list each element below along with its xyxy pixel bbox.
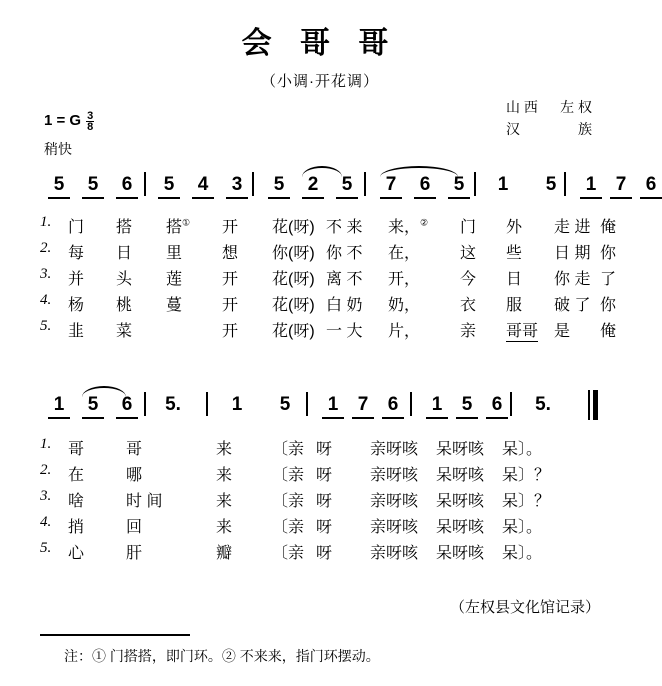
lyric-token: 开	[222, 271, 239, 288]
lyric-row	[40, 214, 617, 240]
note-8: 7	[352, 394, 374, 419]
note-2: 5	[82, 394, 104, 419]
note-9: 6	[382, 394, 404, 419]
lyric-token: 你	[600, 297, 617, 314]
lyric-token: 〔亲	[272, 441, 305, 458]
lyric-token: 外	[506, 219, 523, 236]
lyric-token: 你 不	[326, 245, 363, 262]
barline	[144, 172, 146, 196]
lyric-token: 门	[68, 219, 85, 236]
note-3: 6	[116, 174, 138, 199]
lyric-token: 花(呀)	[272, 219, 315, 236]
lyric-row	[40, 540, 606, 566]
lyric-token: 门	[460, 219, 477, 236]
lyric-token: 不 来	[326, 219, 363, 236]
lyric-token: 呆呀咳	[436, 545, 485, 562]
note-1: 5	[48, 174, 70, 199]
lyric-token: 桃	[116, 297, 133, 314]
lyric-token: 想	[222, 245, 239, 262]
lyric-token: 一 大	[326, 323, 363, 340]
lyric-token: 时 间	[126, 493, 163, 510]
lyric-token: 杨	[68, 297, 85, 314]
lyric-token: 你	[600, 245, 617, 262]
note-16: 7	[610, 174, 632, 199]
note-5: 1	[231, 394, 243, 415]
barline	[206, 392, 208, 416]
lyric-token: 搭	[116, 219, 133, 236]
lyric-token: 服	[506, 297, 523, 314]
lyric-token: 肝	[126, 545, 143, 562]
lyric-token: 开	[222, 323, 239, 340]
page-title: 会 哥 哥	[241, 27, 399, 60]
credit-ethnic-1: 汉	[506, 121, 520, 137]
verse-number: 2.	[40, 240, 52, 256]
lyric-token: 回	[126, 519, 143, 536]
barline	[364, 172, 366, 196]
note-13: 5.	[535, 394, 551, 415]
note-7: 1	[322, 394, 344, 419]
lyric-token: 啥	[68, 493, 85, 510]
lyric-token: 花(呀)	[272, 271, 315, 288]
note-12: 5	[448, 174, 470, 199]
credit-region: 山 西	[506, 99, 538, 115]
subtitle: （小调·开花调）	[261, 73, 379, 90]
meter-numerator: 3	[87, 110, 94, 122]
lyric-token: 呆呀咳	[436, 493, 485, 510]
lyric-token: 了	[600, 271, 617, 288]
lyric-row	[40, 462, 606, 488]
verse-number: 1.	[40, 436, 52, 452]
lyrics-block-bottom	[40, 436, 606, 566]
credit-ethnic-2: 族	[578, 121, 592, 137]
note-17: 6	[640, 174, 662, 199]
note-3: 6	[116, 394, 138, 419]
verse-number: 2.	[40, 462, 52, 478]
lyric-token: 呆〕。	[502, 441, 543, 458]
lyric-token: 呆〕？	[502, 467, 551, 484]
key-label: 1 = G	[44, 112, 82, 129]
barline	[144, 392, 146, 416]
note-11: 6	[414, 174, 436, 199]
lyric-row	[40, 488, 606, 514]
lyric-token: 来	[216, 467, 233, 484]
verse-number: 3.	[40, 488, 52, 504]
lyric-token: 并	[68, 271, 85, 288]
footnote-divider	[40, 634, 190, 636]
lyric-token: 哪	[126, 467, 143, 484]
lyric-token: 离 不	[326, 271, 363, 288]
footnote-marker: ②	[420, 217, 429, 228]
lyric-token: 奶，	[388, 297, 421, 314]
lyric-token: 亲	[460, 323, 477, 340]
song-sheet-page	[0, 18, 657, 686]
lyric-token: 亲呀咳	[370, 519, 419, 536]
lyric-token: 呀	[316, 519, 333, 536]
note-9: 5	[336, 174, 358, 199]
lyric-token: 呆〕。	[502, 519, 543, 536]
lyric-token: 花(呀)	[272, 323, 315, 340]
lyric-token: 这	[460, 245, 477, 262]
lyric-token: 俺	[600, 219, 617, 236]
lyric-token: 衣	[460, 297, 477, 314]
lyric-token: 是	[554, 323, 571, 340]
lyric-token: 在，	[388, 245, 421, 262]
music-staff-line-2	[40, 390, 602, 424]
barline	[410, 392, 412, 416]
lyric-token: 心	[68, 545, 85, 562]
note-6: 3	[226, 174, 248, 199]
lyric-token: 〔亲	[272, 467, 305, 484]
lyric-token: 呆呀咳	[436, 519, 485, 536]
verse-number: 5.	[40, 540, 52, 556]
lyric-token: 来	[216, 441, 233, 458]
note-4: 5	[158, 174, 180, 199]
lyric-token: 哥哥	[506, 318, 538, 342]
lyric-token: 你(呀)	[272, 245, 315, 262]
lyric-token: 〔亲	[272, 545, 305, 562]
lyric-token: 哥	[68, 441, 85, 458]
lyric-token: 你 走	[554, 271, 591, 288]
lyric-token: 日	[116, 245, 133, 262]
lyric-token: 亲呀咳	[370, 545, 419, 562]
lyric-token: 开	[222, 297, 239, 314]
note-10: 7	[380, 174, 402, 199]
lyric-token: 在	[68, 467, 85, 484]
note-14: 5	[545, 174, 557, 195]
note-11: 5	[456, 394, 478, 419]
note-1: 1	[48, 394, 70, 419]
lyric-token: 〔亲	[272, 519, 305, 536]
key-signature-block	[44, 110, 94, 159]
lyric-token: 来	[216, 519, 233, 536]
lyric-token: 日 期	[554, 245, 591, 262]
lyric-token: 俺	[600, 323, 617, 340]
lyric-row	[40, 514, 606, 540]
lyric-token: 今	[460, 271, 477, 288]
lyric-token: 开，	[388, 271, 421, 288]
lyric-row	[40, 240, 617, 266]
lyric-token: 搭①	[166, 217, 191, 236]
footnote-marker: ①	[182, 217, 191, 228]
lyric-row	[40, 436, 606, 462]
lyric-token: 每	[68, 245, 85, 262]
verse-number: 5.	[40, 318, 52, 334]
slur-mark	[302, 166, 342, 177]
lyric-token: 开	[222, 219, 239, 236]
lyric-token: 呆〕。	[502, 545, 543, 562]
lyric-token: 些	[506, 245, 523, 262]
lyric-token: 呆呀咳	[436, 441, 485, 458]
lyric-token: 亲呀咳	[370, 441, 419, 458]
note-15: 1	[580, 174, 602, 199]
footnote-text: 注：① 门搭搭，即门环。② 不来来，指门环摆动。	[64, 648, 380, 664]
lyric-token: 莲	[166, 271, 183, 288]
barline	[510, 392, 512, 416]
lyric-token: 走 进	[554, 219, 591, 236]
lyric-token: 瓣	[216, 545, 233, 562]
lyric-token: 破 了	[554, 297, 591, 314]
credit-county: 左 权	[560, 99, 592, 115]
barline	[564, 172, 566, 196]
note-2: 5	[82, 174, 104, 199]
lyric-token: 里	[166, 245, 183, 262]
note-7: 5	[268, 174, 290, 199]
note-5: 4	[192, 174, 214, 199]
lyric-token: 呀	[316, 467, 333, 484]
verse-number: 4.	[40, 514, 52, 530]
note-12: 6	[486, 394, 508, 419]
verse-number: 4.	[40, 292, 52, 308]
lyric-token: 蔓	[166, 297, 183, 314]
barline	[474, 172, 476, 196]
lyric-token: 呆〕？	[502, 493, 551, 510]
lyric-token: 片，	[388, 323, 421, 340]
music-staff-line-1	[40, 170, 657, 204]
note-6: 5	[279, 394, 291, 415]
lyric-token: 亲呀咳	[370, 467, 419, 484]
lyric-token: 头	[116, 271, 133, 288]
verse-number: 1.	[40, 214, 52, 230]
lyric-token: 哥	[126, 441, 143, 458]
lyric-token: 捎	[68, 519, 85, 536]
slur-mark	[380, 166, 458, 177]
lyric-token: 日	[506, 271, 523, 288]
tempo-marking: 稍快	[44, 141, 72, 157]
lyric-row	[40, 318, 617, 344]
barline	[306, 392, 308, 416]
lyric-token: 白 奶	[326, 297, 363, 314]
lyric-row	[40, 266, 617, 292]
lyric-token: 韭	[68, 323, 85, 340]
meter-denominator: 8	[87, 121, 94, 133]
lyric-token: 来	[216, 493, 233, 510]
lyric-token: 来，②	[388, 217, 429, 236]
credits	[506, 96, 592, 140]
slur-mark	[82, 386, 126, 397]
lyrics-block-top	[40, 214, 617, 344]
lyric-token: 花(呀)	[272, 297, 315, 314]
verse-number: 3.	[40, 266, 52, 282]
note-4: 5.	[165, 394, 181, 415]
note-10: 1	[426, 394, 448, 419]
lyric-token: 呀	[316, 493, 333, 510]
lyric-token: 亲呀咳	[370, 493, 419, 510]
lyric-row	[40, 292, 617, 318]
lyric-token: 菜	[116, 323, 133, 340]
lyric-token: 呀	[316, 545, 333, 562]
lyric-token: 呆呀咳	[436, 467, 485, 484]
time-signature	[86, 111, 94, 132]
note-13: 1	[497, 174, 509, 195]
note-8: 2	[302, 174, 324, 199]
lyric-token: 呀	[316, 441, 333, 458]
lyric-token: 〔亲	[272, 493, 305, 510]
recorder-credit: （左权县文化馆记录）	[449, 599, 600, 616]
barline	[252, 172, 254, 196]
